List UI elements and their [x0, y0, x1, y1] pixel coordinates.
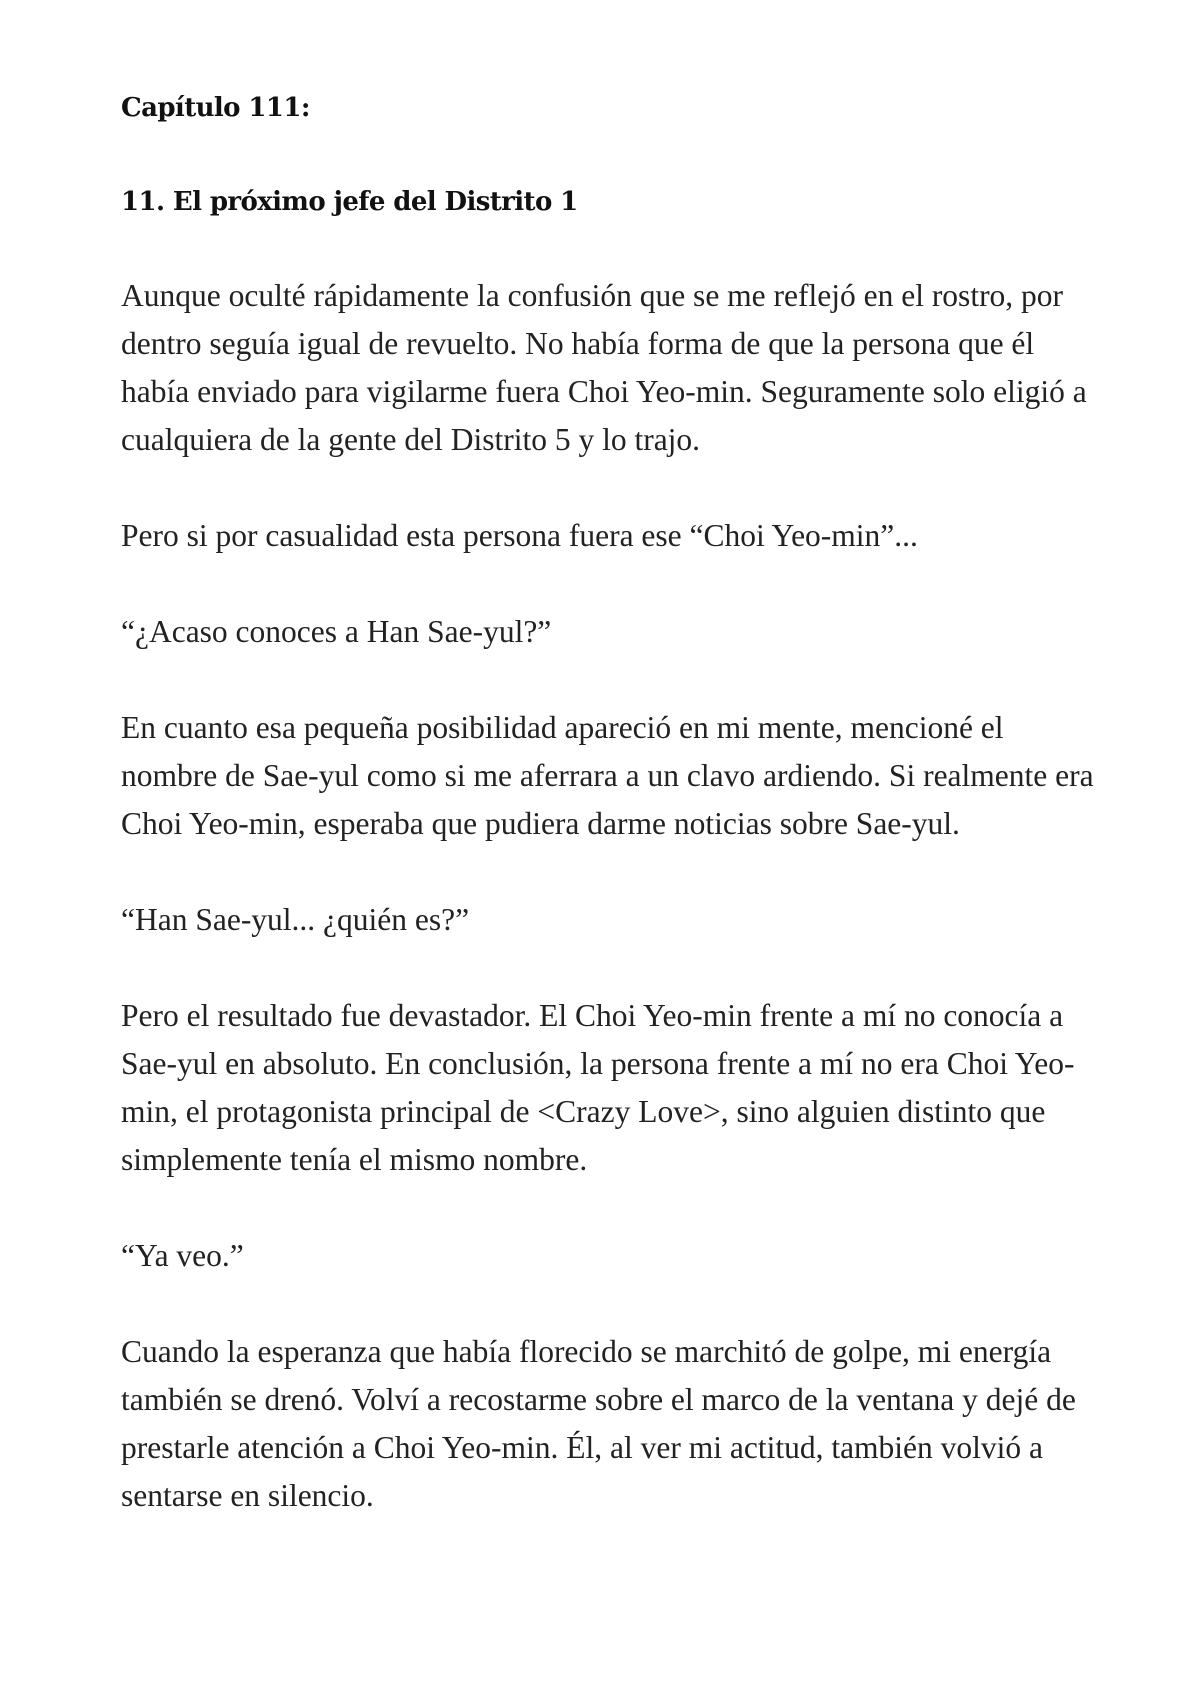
paragraph-8: Cuando la esperanza que había florecido se marchitó de golpe, mi energía también se drenó. Volví a recostarme sobre el marco de la ventana y dejé de prestarle atención a Choi Yeo-min. Él, al ver mi actitud, también volvió a sentarse en silencio.	[121, 1334, 1076, 1513]
paragraph-6: Pero el resultado fue devastador. El Choi Yeo-min frente a mí no conocía a Sae-yul en absoluto. En conclusión, la persona frente a mí no era Choi Yeo-min, el protagonista principal de <Crazy Love>, sino alguien distinto que simplemente tenía el mismo nombre.	[121, 998, 1075, 1177]
paragraph-4: En cuanto esa pequeña posibilidad apareció en mi mente, mencioné el nombre de Sae-yul como si me aferrara a un clavo ardiendo. Si realmente era Choi Yeo-min, esperaba que pudiera darme noticias sobre Sae-yul.	[121, 710, 1094, 841]
paragraph-2: Pero si por casualidad esta persona fuera ese “Choi Yeo-min”...	[121, 518, 918, 553]
document-page	[121, 84, 1096, 1568]
paragraph-7: “Ya veo.”	[121, 1238, 244, 1273]
paragraph-5: “Han Sae-yul... ¿quién es?”	[121, 902, 470, 937]
section-title: 11. El próximo jefe del Distrito 1	[121, 187, 578, 217]
chapter-label: Capítulo 111:	[121, 93, 310, 123]
paragraph-3: “¿Acaso conoces a Han Sae-yul?”	[121, 614, 552, 649]
paragraph-1: Aunque oculté rápidamente la confusión que se me reflejó en el rostro, por dentro seguía igual de revuelto. No había forma de que la persona que él había enviado para vigilarme fuera Choi Yeo-min. Seguramente solo eligió a cualquiera de la gente del Distrito 5 y lo trajo.	[121, 278, 1087, 457]
